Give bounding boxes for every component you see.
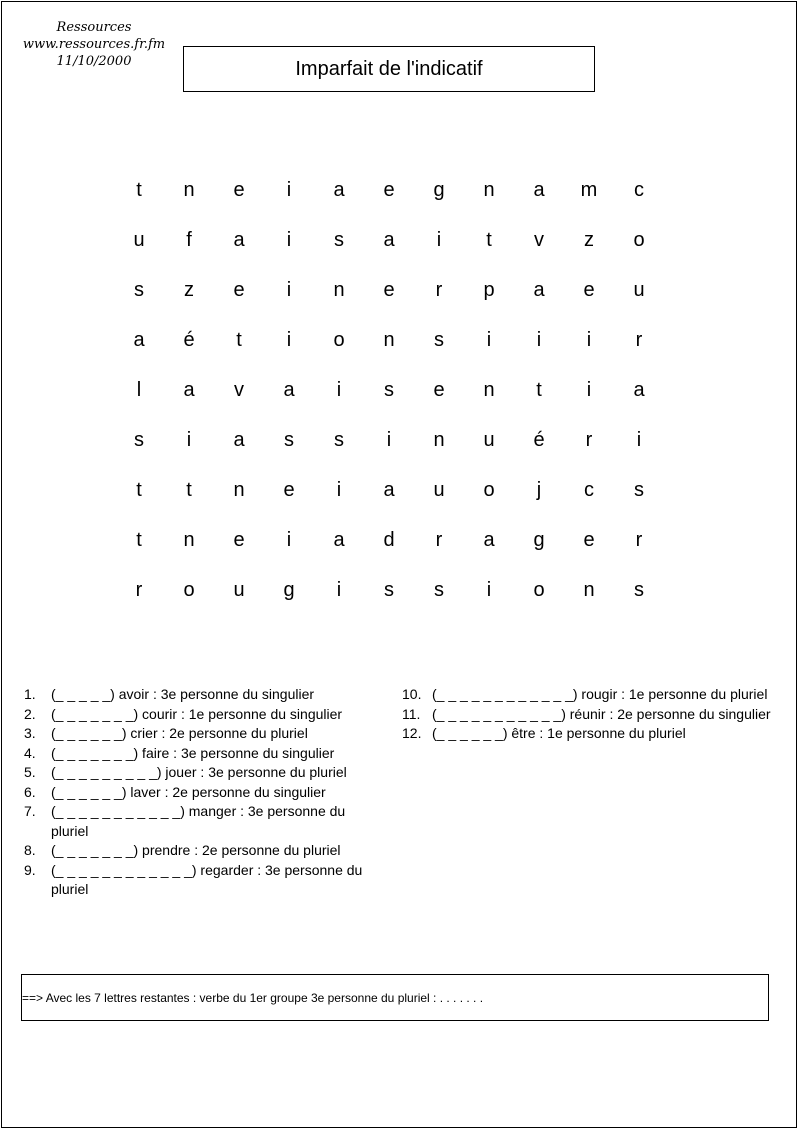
grid-row	[114, 415, 664, 465]
grid-letter[interactable]: i	[586, 379, 592, 401]
clue-text: (_ _ _ _ _ _ _) courir : 1e personne du singulier	[51, 705, 343, 722]
clue-item	[24, 763, 374, 783]
grid-letter[interactable]: r	[585, 428, 593, 451]
clue-item	[24, 744, 374, 764]
grid-letter[interactable]: t	[136, 528, 142, 551]
grid-letter[interactable]: n	[483, 379, 495, 401]
grid-letter[interactable]: a	[333, 528, 345, 551]
grid-letter[interactable]: r	[435, 279, 443, 302]
grid-letter[interactable]: e	[233, 528, 245, 551]
clue-text: (_ _ _ _ _) avoir : 3e personne du singulier	[51, 686, 315, 702]
clue-item	[402, 685, 772, 705]
grid-letter[interactable]: u	[233, 578, 245, 601]
grid-letter[interactable]: i	[286, 229, 292, 252]
grid-letter[interactable]: s	[284, 428, 294, 451]
grid-row	[114, 366, 664, 416]
clue-number: 11.	[402, 705, 421, 722]
grid-letter[interactable]: i	[186, 428, 192, 451]
clue-number: 8.	[24, 842, 36, 858]
grid-letter[interactable]: a	[533, 179, 545, 202]
grid-letter[interactable]: s	[434, 329, 444, 352]
grid-letter[interactable]: c	[584, 478, 594, 501]
clue-item	[24, 802, 374, 841]
clue-number: 6.	[24, 783, 36, 800]
grid-letter[interactable]: o	[633, 229, 645, 252]
source-line: Ressources	[56, 20, 132, 35]
grid-letter[interactable]: s	[434, 578, 444, 601]
grid-row	[114, 316, 664, 366]
grid-letter[interactable]: g	[433, 179, 445, 202]
grid-letter[interactable]: u	[483, 428, 495, 451]
clue-text: (_ _ _ _ _ _ _ _ _ _ _ _) rougir : 1e personne du pluriel	[432, 686, 768, 702]
clue-text: (_ _ _ _ _ _ _) prendre : 2e personne du pluriel	[51, 842, 341, 858]
grid-letter[interactable]: s	[384, 379, 394, 401]
clue-number: 2.	[24, 705, 36, 722]
clue-number: 3.	[24, 725, 36, 741]
clue-number: 5.	[24, 764, 36, 780]
clue-text: (_ _ _ _ _ _ _ _ _ _ _) réunir : 2e personne du singulier	[432, 705, 771, 722]
grid-letter[interactable]: g	[283, 578, 295, 601]
grid-row	[114, 266, 664, 316]
clue-item	[24, 861, 374, 900]
grid-letter[interactable]: i	[386, 428, 392, 451]
clue-item	[402, 705, 772, 725]
clue-number: 9.	[24, 861, 36, 878]
grid-letter[interactable]: a	[233, 229, 245, 252]
grid-letter[interactable]: i	[336, 379, 342, 401]
grid-letter[interactable]: s	[334, 229, 344, 252]
grid-letter[interactable]: i	[336, 478, 342, 501]
clue-item	[24, 705, 374, 725]
word-search-grid	[114, 166, 664, 615]
grid-letter[interactable]: i	[286, 528, 292, 551]
grid-row	[114, 565, 664, 615]
grid-letter[interactable]: a	[333, 179, 345, 202]
grid-letter[interactable]: t	[136, 179, 142, 202]
grid-letter[interactable]: n	[333, 279, 345, 302]
grid-letter[interactable]: j	[536, 478, 542, 501]
clue-text: (_ _ _ _ _ _ _) faire : 3e personne du singulier	[51, 744, 335, 761]
clue-text: (_ _ _ _ _ _) être : 1e personne du pluriel	[432, 725, 686, 741]
source-date: 11/10/2000	[56, 54, 132, 69]
grid-letter[interactable]: v	[234, 379, 244, 401]
grid-letter[interactable]: o	[333, 329, 345, 352]
grid-letter[interactable]: s	[384, 578, 394, 601]
source-url: www.ressources.fr.fm	[22, 37, 166, 52]
grid-letter[interactable]: r	[635, 329, 643, 352]
grid-letter[interactable]: t	[136, 478, 142, 501]
grid-letter[interactable]: a	[183, 379, 195, 401]
grid-letter[interactable]: i	[486, 329, 492, 352]
grid-letter[interactable]: e	[583, 279, 595, 302]
clue-item	[24, 841, 374, 861]
grid-letter[interactable]: n	[433, 428, 445, 451]
clue-text: (_ _ _ _ _ _ _ _ _ _ _) manger : 3e personne du pluriel	[51, 803, 346, 839]
grid-letter[interactable]: a	[283, 379, 295, 401]
grid-letter[interactable]: t	[236, 329, 242, 352]
grid-letter[interactable]: a	[383, 229, 395, 252]
grid-letter[interactable]: p	[483, 279, 495, 302]
grid-letter[interactable]: e	[233, 279, 245, 302]
grid-letter[interactable]: a	[633, 379, 645, 401]
grid-letter[interactable]: d	[383, 528, 395, 551]
grid-letter[interactable]: t	[536, 379, 542, 401]
clue-number: 10.	[402, 686, 422, 702]
grid-letter[interactable]: r	[635, 528, 643, 551]
remaining-letters-box	[21, 974, 769, 1021]
grid-letter[interactable]: i	[586, 329, 592, 352]
grid-letter[interactable]: m	[580, 179, 598, 202]
clue-text: (_ _ _ _ _ _) crier : 2e personne du pluriel	[51, 725, 308, 741]
grid-letter[interactable]: i	[286, 329, 292, 352]
grid-letter[interactable]: s	[134, 428, 144, 451]
grid-letter[interactable]: f	[186, 229, 192, 252]
grid-letter[interactable]: a	[383, 478, 395, 501]
title-box	[183, 46, 595, 92]
grid-row	[114, 166, 664, 216]
grid-letter[interactable]: u	[633, 279, 645, 302]
grid-row	[114, 216, 664, 266]
grid-letter[interactable]: é	[533, 428, 545, 451]
grid-letter[interactable]: e	[383, 179, 395, 202]
grid-letter[interactable]: é	[183, 329, 195, 352]
clue-number: 12.	[402, 725, 422, 741]
grid-letter[interactable]: c	[634, 179, 644, 202]
grid-letter[interactable]: a	[483, 528, 495, 551]
clue-item	[402, 724, 772, 744]
grid-letter[interactable]: u	[133, 229, 145, 252]
grid-letter[interactable]: e	[433, 379, 445, 401]
grid-letter[interactable]: e	[583, 528, 595, 551]
grid-letter[interactable]: z	[584, 229, 594, 252]
grid-row	[114, 515, 664, 565]
grid-letter[interactable]: i	[636, 428, 642, 451]
source-credit	[14, 19, 174, 70]
clue-number: 1.	[24, 686, 36, 702]
grid-letter[interactable]: o	[183, 578, 195, 601]
grid-letter[interactable]: i	[336, 578, 342, 601]
grid-letter[interactable]: n	[383, 329, 395, 352]
grid-letter[interactable]: e	[233, 179, 245, 202]
grid-letter[interactable]: t	[186, 478, 192, 501]
grid-letter[interactable]: s	[134, 279, 144, 302]
grid-letter[interactable]: e	[283, 478, 295, 501]
grid-letter[interactable]: a	[233, 428, 245, 451]
grid-letter[interactable]: o	[533, 578, 545, 601]
clue-text: (_ _ _ _ _ _ _ _ _ _ _ _) regarder : 3e personne du pluriel	[51, 861, 363, 897]
clue-list-left	[24, 685, 374, 900]
grid-letter[interactable]: n	[183, 528, 195, 551]
grid-letter[interactable]: a	[533, 279, 545, 302]
grid-letter[interactable]: z	[184, 279, 194, 302]
grid-letter[interactable]: i	[286, 179, 292, 202]
clue-item	[24, 685, 374, 705]
grid-letter[interactable]: s	[634, 478, 644, 501]
clue-item	[24, 783, 374, 803]
remaining-letters-instruction: ==> Avec les 7 lettres restantes : verbe du 1er groupe 3e personne du pluriel : . . . . . . .	[22, 990, 484, 1005]
grid-letter[interactable]: n	[233, 478, 245, 501]
clue-number: 4.	[24, 744, 36, 761]
grid-letter[interactable]: o	[483, 478, 495, 501]
grid-letter[interactable]: n	[483, 179, 495, 202]
grid-letter[interactable]: i	[536, 329, 542, 352]
grid-letter[interactable]: l	[136, 379, 142, 401]
grid-letter[interactable]: n	[183, 179, 195, 202]
grid-letter[interactable]: i	[486, 578, 492, 601]
clue-text: (_ _ _ _ _ _) laver : 2e personne du singulier	[51, 783, 326, 800]
grid-letter[interactable]: r	[135, 578, 143, 601]
grid-row	[114, 465, 664, 515]
clue-list-right	[402, 685, 772, 744]
grid-letter[interactable]: n	[583, 578, 595, 601]
grid-letter[interactable]: g	[533, 528, 545, 551]
grid-letter[interactable]: s	[334, 428, 344, 451]
grid-letter[interactable]: t	[486, 229, 492, 252]
grid-letter[interactable]: i	[436, 229, 442, 252]
page-title: Imparfait de l'indicatif	[295, 57, 483, 80]
grid-letter[interactable]: v	[534, 229, 544, 252]
grid-letter[interactable]: e	[383, 279, 395, 302]
clue-item	[24, 724, 374, 744]
grid-letter[interactable]: r	[435, 528, 443, 551]
clue-text: (_ _ _ _ _ _ _ _ _) jouer : 3e personne du pluriel	[51, 764, 347, 780]
grid-letter[interactable]: u	[433, 478, 445, 501]
grid-letter[interactable]: i	[286, 279, 292, 302]
grid-letter[interactable]: a	[133, 329, 145, 352]
grid-letter[interactable]: s	[634, 578, 644, 601]
clue-number: 7.	[24, 803, 36, 819]
